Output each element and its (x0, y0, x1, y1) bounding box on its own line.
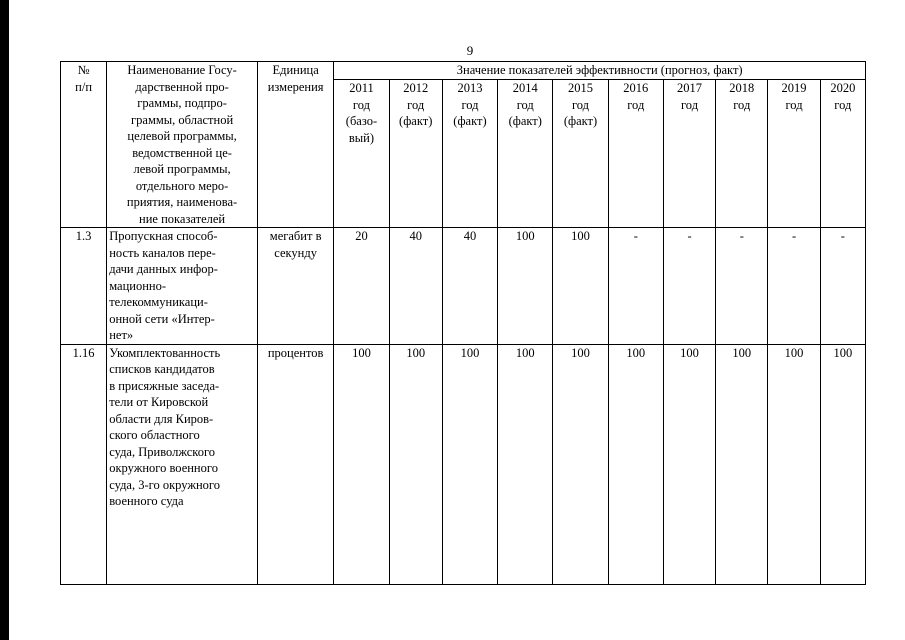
row-value: 40 (389, 228, 442, 345)
row-value: 100 (389, 344, 442, 584)
header-year: 2014 год (факт) (498, 80, 553, 228)
row-value: 100 (498, 344, 553, 584)
row-value: 100 (663, 344, 715, 584)
row-unit: процентов (257, 344, 333, 584)
row-value: - (820, 228, 865, 345)
header-year: 2018 год (716, 80, 768, 228)
row-value: 100 (768, 344, 820, 584)
row-value: 100 (820, 344, 865, 584)
row-value: 20 (334, 228, 389, 345)
row-num: 1.16 (61, 344, 107, 584)
header-year: 2019 год (768, 80, 820, 228)
header-year: 2016 год (608, 80, 663, 228)
row-value: 100 (608, 344, 663, 584)
indicators-table (60, 61, 866, 585)
row-name: Пропускная способ- ность каналов пере- дачи данных инфор- мационно- телекоммуникаци- онной сети «Интер- нет» (107, 228, 258, 345)
row-value: 100 (334, 344, 389, 584)
row-value: 100 (442, 344, 497, 584)
header-name: Наименование Госу- дарственной про- граммы, подпро- граммы, областной целевой программы, ведомственной це- левой программы, отдельного меро- приятия, наименова- ние показателей (107, 62, 258, 228)
header-year: 2011 год (базо- вый) (334, 80, 389, 228)
header-year: 2020 год (820, 80, 865, 228)
header-values-group: Значение показателей эффективности (прогноз, факт) (334, 62, 866, 80)
row-value: 100 (716, 344, 768, 584)
header-year: 2015 год (факт) (553, 80, 608, 228)
page-number: 9 (466, 43, 474, 58)
header-year: 2017 год (663, 80, 715, 228)
row-name: Укомплектованность списков кандидатов в присяжные заседа- тели от Кировской области для Киров- ского областного суда, Приволжского окружного военного суда, 3-го окружного военного суда (107, 344, 258, 584)
header-row-1 (61, 62, 866, 80)
row-unit: мегабит в секунду (257, 228, 333, 345)
row-value: 100 (498, 228, 553, 345)
row-value: - (716, 228, 768, 345)
row-value: 100 (553, 344, 608, 584)
table-row (61, 228, 866, 345)
row-value: - (768, 228, 820, 345)
header-year: 2012 год (факт) (389, 80, 442, 228)
header-unit: Единица измерения (257, 62, 333, 228)
scan-edge-bar (0, 0, 9, 640)
header-num: № п/п (61, 62, 107, 228)
header-year: 2013 год (факт) (442, 80, 497, 228)
row-value: 100 (553, 228, 608, 345)
row-value: 40 (442, 228, 497, 345)
row-num: 1.3 (61, 228, 107, 345)
table-row (61, 344, 866, 584)
row-value: - (663, 228, 715, 345)
row-value: - (608, 228, 663, 345)
